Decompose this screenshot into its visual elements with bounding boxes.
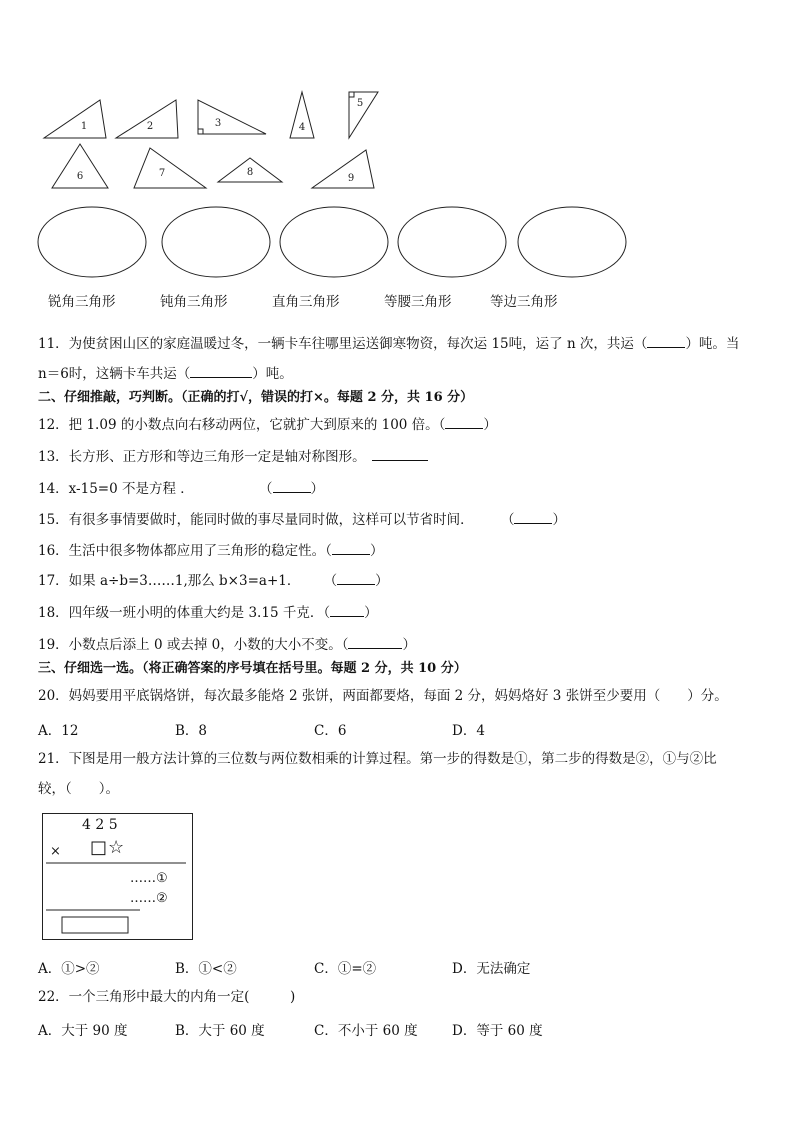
q21-stem-2: 较，（ ）。 [38,781,119,797]
q17: 17．如果 a÷b=3……1,那么 b×3=a+1． （ ） [38,573,389,589]
triangle-5 [349,92,378,138]
q22-option-c[interactable]: C．不小于 60 度 [314,1023,418,1039]
category-isosceles: 等腰三角形 [384,294,452,310]
q21-option-a[interactable]: A．①>② [38,961,100,977]
q13-blank[interactable] [372,447,428,461]
triangle-1 [44,100,106,138]
q12: 12．把 1.09 的小数点向右移动两位，它就扩大到原来的 100 倍。（ ） [38,417,497,433]
category-equilateral: 等边三角形 [490,294,558,310]
triangle-7-label: 7 [158,168,166,179]
q16: 16．生活中很多物体都应用了三角形的稳定性。（ ） [38,543,384,559]
triangle-1-label: 1 [80,121,88,132]
q11-line2: n＝6时，这辆卡车共运（ ）吨。 [38,366,293,382]
q22-option-b[interactable]: B．大于 60 度 [175,1023,265,1039]
triangle-3 [198,100,266,134]
q22-option-d[interactable]: D．等于 60 度 [452,1023,543,1039]
q20-stem: 20．妈妈要用平底锅烙饼，每次最多能烙 2 张饼，两面都要烙，每面 2 分，妈妈烙好 3 张饼至少要用（ ）分。 [38,688,728,704]
q21-step1-label: ……① [130,871,168,886]
q21-step2-label: ……② [130,891,168,906]
q15-blank[interactable] [514,510,552,524]
q17-blank[interactable] [337,571,375,585]
q13: 13．长方形、正方形和等边三角形一定是轴对称图形。 [38,447,428,466]
q21-stem-1: 21．下图是用一般方法计算的三位数与两位数相乘的计算过程。第一步的得数是①，第二步的得数是②，①与②比 [38,751,717,767]
section-3-heading: 三、仔细选一选。（将正确答案的序号填在括号里。每题 2 分，共 10 分） [38,661,467,676]
triangle-8-label: 8 [246,167,254,178]
q18-blank[interactable] [330,603,364,617]
q15: 15．有很多事情要做时，能同时做的事尽量同时做，这样可以节省时间． （ ） [38,512,566,528]
q18: 18．四年级一班小明的体重大约是 3.15 千克．（ ） [38,605,378,621]
q14: 14．x-15=0 不是方程 ． （ ） [38,481,325,497]
section-2-heading: 二、仔细推敲，巧判断。（正确的打√，错误的打×。每题 2 分，共 16 分） [38,390,474,405]
q21-top-number: 4 2 5 [82,817,118,833]
q20-option-b[interactable]: B．8 [175,723,208,739]
q20-option-a[interactable]: A．12 [38,723,79,739]
triangle-6-label: 6 [76,171,84,182]
category-right: 直角三角形 [272,294,340,310]
q22-option-a[interactable]: A．大于 90 度 [38,1023,128,1039]
q19: 19．小数点后添上 0 或去掉 0，小数的大小不变。（ ） [38,637,416,653]
q12-blank[interactable] [445,415,483,429]
q21-option-d[interactable]: D．无法确定 [452,961,531,977]
triangles-figure [38,86,388,196]
category-acute: 锐角三角形 [48,294,116,310]
q20-option-c[interactable]: C．6 [314,723,347,739]
ellipse-right [280,207,388,277]
category-obtuse: 钝角三角形 [160,294,228,310]
triangle-7 [134,148,206,188]
q21-option-c[interactable]: C．①=② [314,961,377,977]
q21-option-b[interactable]: B．①<② [175,961,237,977]
triangle-4-label: 4 [298,122,306,133]
q14-blank[interactable] [273,479,311,493]
classification-ellipses [36,205,636,285]
ellipse-acute [38,207,146,277]
q21-star-digit: ☆ [108,837,125,858]
q21-box-digit: □ [90,837,108,858]
q22-stem: 22．一个三角形中最大的内角一定( ) [38,989,296,1005]
q11-blank-1[interactable] [647,334,685,348]
q19-blank[interactable] [348,635,402,649]
triangle-2-label: 2 [146,121,154,132]
q11-line1: 11．为使贫困山区的家庭温暖过冬，一辆卡车往哪里运送御寒物资，每次运 15吨，运了 n 次，共运（ ）吨。当 [38,336,740,352]
triangle-3-label: 3 [214,118,222,129]
q20-option-d[interactable]: D．4 [452,723,485,739]
q11-blank-2[interactable] [190,364,252,378]
q16-blank[interactable] [332,541,370,555]
ellipse-equilateral [518,207,626,277]
ellipse-isosceles [398,207,506,277]
q21-times-sign: × [50,844,61,859]
triangle-9-label: 9 [347,173,355,184]
ellipse-obtuse [162,207,270,277]
q21-multiplication-figure [42,813,194,941]
triangle-2 [116,100,178,138]
triangle-5-label: 5 [356,98,364,109]
triangle-9 [312,150,374,188]
